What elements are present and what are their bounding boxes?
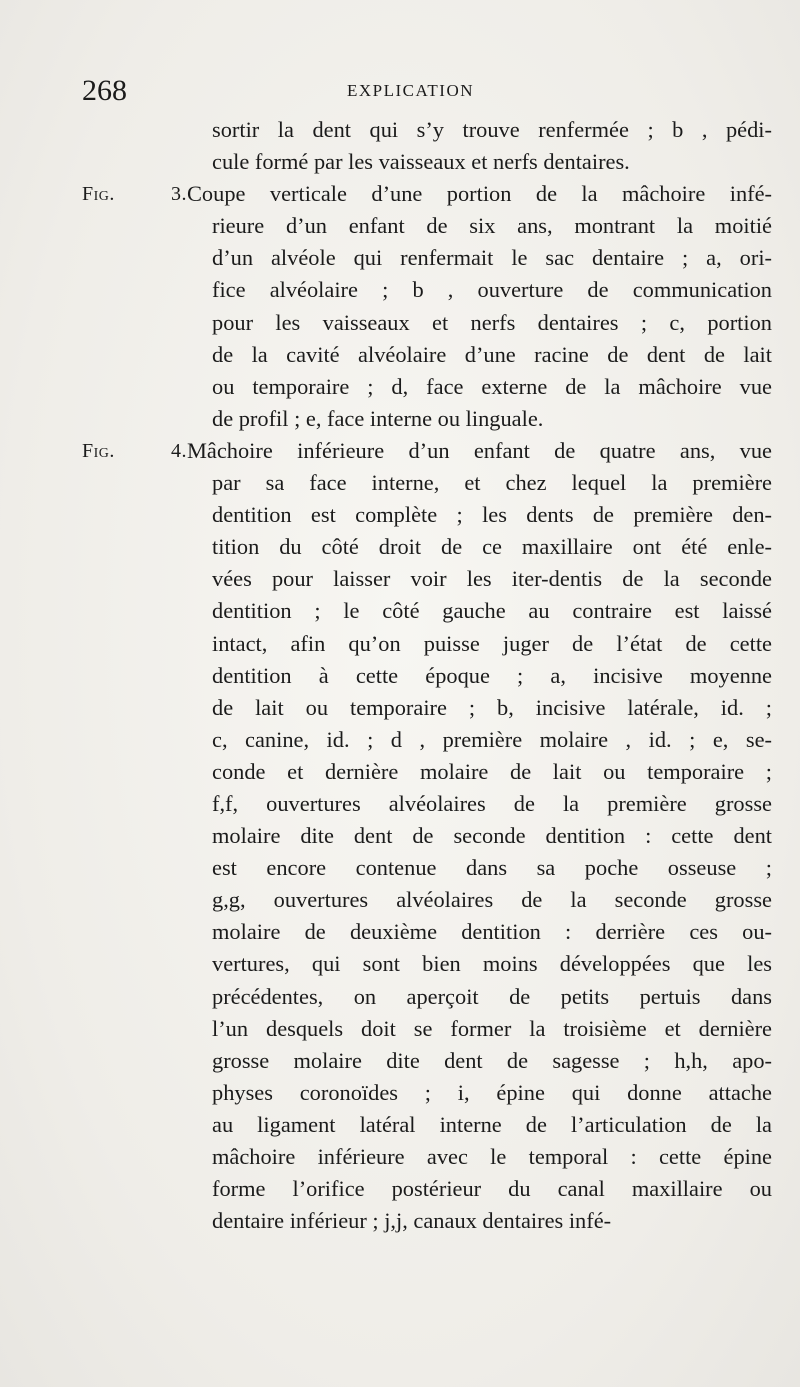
figure-caption-first-line (82, 435, 772, 467)
text-line: mâchoire inférieure avec le temporal : cette épine (212, 1144, 772, 1169)
text-line: de la cavité alvéolaire d’une racine de dent de lait (212, 341, 772, 367)
body-text (82, 114, 772, 1237)
figure-label: Fig. 4. (82, 439, 187, 462)
page-number: 268 (82, 74, 127, 107)
figure-caption-first-line (82, 178, 772, 210)
text-line: sortir la dent qui s’y trouve renfermée ; b , pédi- (212, 117, 772, 142)
text-line: c, canine, id. ; d , première molaire , id. ; e, se- (212, 726, 772, 752)
text-line: molaire dite dent de seconde dentition : cette dent (212, 823, 772, 849)
text-line: vertures, qui sont bien moins développées que les (212, 951, 772, 977)
running-head: EXPLICATION (347, 81, 474, 100)
text-line: grosse molaire dite dent de sagesse ; h,h, apo- (212, 1047, 772, 1073)
text-line: précédentes, on aperçoit de petits pertuis dans (212, 983, 772, 1009)
text-line: est encore contenue dans sa poche osseuse ; (212, 855, 772, 881)
text-line: ou temporaire ; d, face externe de la mâchoire vue (212, 373, 772, 399)
text-line: g,g, ouvertures alvéolaires de la seconde grosse (212, 887, 772, 913)
text-line: dentition ; le côté gauche au contraire est laissé (212, 598, 772, 624)
text-line: cule formé par les vaisseaux et nerfs dentaires. (212, 149, 630, 175)
text-line: de lait ou temporaire ; b, incisive latérale, id. ; (212, 694, 772, 720)
text-line: forme l’orifice postérieur du canal maxillaire ou (212, 1176, 772, 1202)
text-line: conde et dernière molaire de lait ou temporaire ; (212, 758, 772, 784)
text-line: par sa face interne, et chez lequel la première (212, 470, 772, 496)
text-line: intact, afin qu’on puisse juger de l’état de cette (212, 630, 772, 656)
text-line: dentition est complète ; les dents de première den- (212, 502, 772, 528)
text-line: pour les vaisseaux et nerfs dentaires ; c, portion (212, 309, 772, 335)
text-line: dentaire inférieur ; j,j, canaux dentaires infé- (212, 1208, 612, 1234)
text-line: tition du côté droit de ce maxillaire ont été enle- (212, 534, 772, 560)
text-line: d’un alvéole qui renfermait le sac dentaire ; a, ori- (212, 245, 772, 271)
text-line: fice alvéolaire ; b , ouverture de communication (212, 277, 772, 303)
text-line: dentition à cette époque ; a, incisive moyenne (212, 662, 772, 688)
text-line: Mâchoire inférieure d’un enfant de quatre ans, vue (187, 437, 772, 463)
text-line: physes coronoïdes ; i, épine qui donne attache (212, 1079, 772, 1105)
text-line: au ligament latéral interne de l’articulation de la (212, 1111, 772, 1137)
text-line: molaire de deuxième dentition : derrière ces ou- (212, 919, 772, 945)
text-line: l’un desquels doit se former la troisième et dernière (212, 1015, 772, 1041)
text-line: rieure d’un enfant de six ans, montrant la moitié (212, 213, 772, 239)
text-line: f,f, ouvertures alvéolaires de la première grosse (212, 790, 772, 816)
text-line: de profil ; e, face interne ou linguale. (212, 405, 544, 431)
page-header (82, 74, 772, 114)
text-line: Coupe verticale d’une portion de la mâchoire infé- (187, 181, 772, 207)
figure-label: Fig. 3. (82, 183, 187, 206)
text-line: vées pour laisser voir les iter-dentis de la seconde (212, 566, 772, 592)
